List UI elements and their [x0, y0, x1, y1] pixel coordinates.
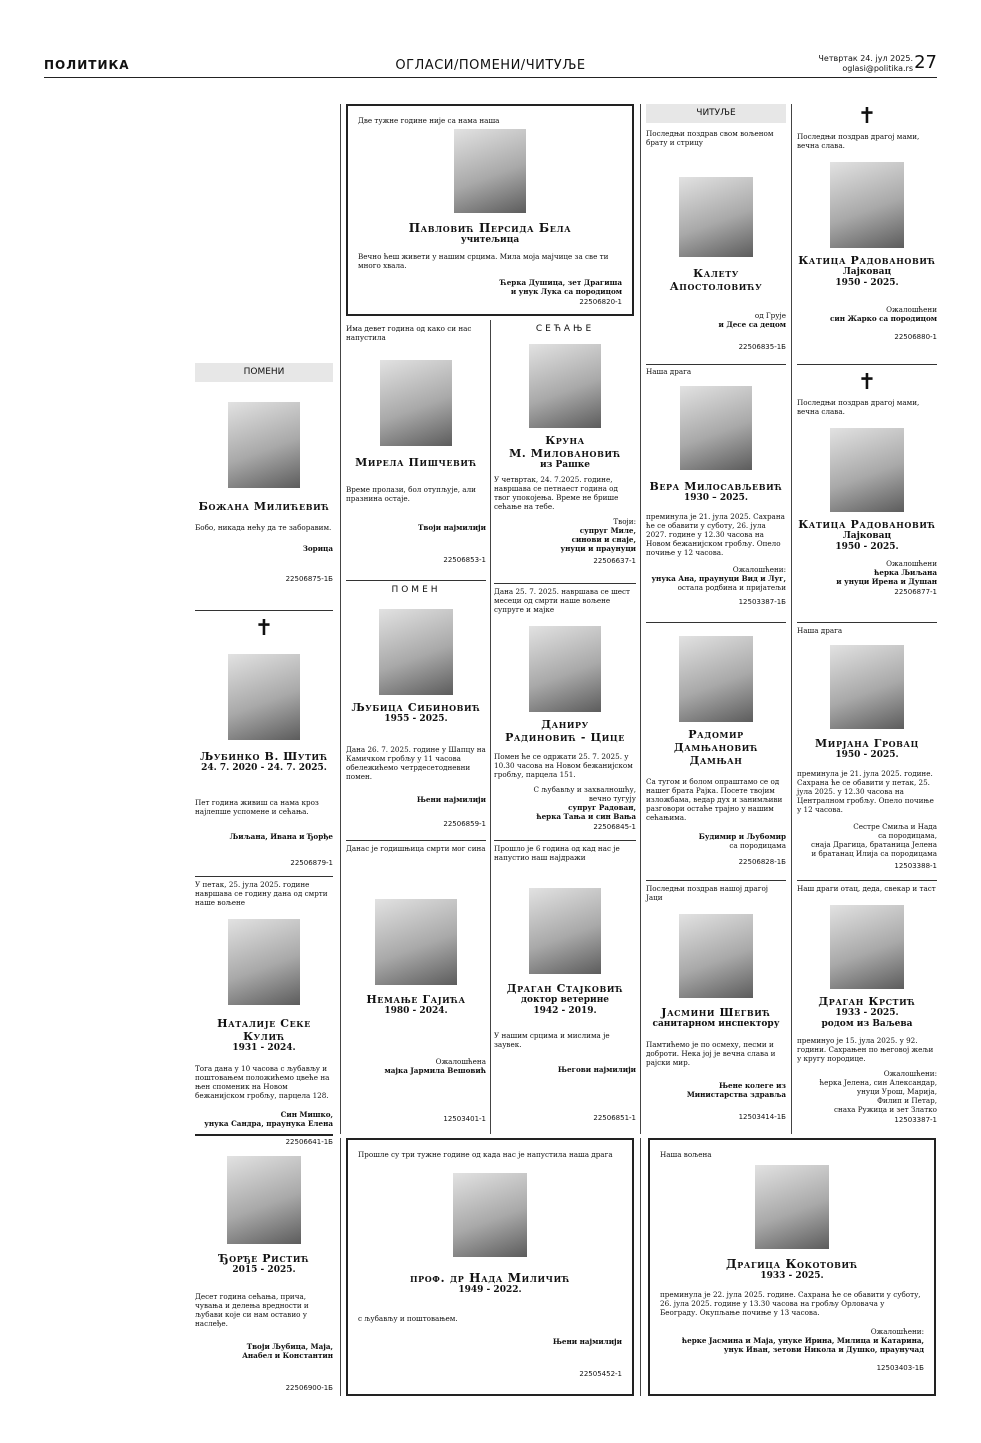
signature: Њене колеге из	[718, 1081, 786, 1090]
signature: Твоји најмилији	[418, 523, 486, 532]
portrait-photo	[529, 626, 601, 712]
deceased-name: Љубица Сибиновић	[351, 701, 481, 714]
ad-code: 22505452-1	[579, 1370, 622, 1378]
signature: и унуци Ирена и Душан	[836, 577, 937, 586]
signature: Твоји Љубица, Маја,	[246, 1342, 333, 1351]
life-dates: 24. 7. 2020 - 24. 7. 2025.	[201, 763, 327, 773]
signature: и унук Лука са породицом	[510, 287, 622, 296]
email-text[interactable]: oglasi@politika.rs	[842, 64, 913, 73]
ad-code: 22506859-1	[443, 820, 486, 828]
portrait-photo	[529, 344, 601, 428]
separator	[797, 622, 937, 623]
life-dates: 1930 – 2025.	[684, 493, 748, 503]
signature: унуци и праунуци	[560, 544, 636, 553]
life-dates: 1955 - 2025.	[384, 714, 448, 724]
signature: синови и снаје,	[571, 535, 636, 544]
column-divider	[640, 104, 641, 1134]
deceased-name: Јасмини Шегвић	[661, 1006, 771, 1019]
deceased-name: Љубинко В. Шутић	[200, 750, 328, 763]
notice-danira	[494, 587, 636, 831]
signature: Ожалошћени	[886, 305, 937, 314]
portrait-photo	[380, 360, 452, 446]
portrait-photo	[529, 888, 601, 974]
signature: супруг Радован,	[568, 803, 636, 812]
portrait-photo	[755, 1165, 829, 1249]
separator	[646, 622, 786, 623]
signature: Будимир и Љубомир	[698, 832, 786, 841]
notice-text: Време пролази, бол отупљује, али празнина остаје.	[346, 485, 476, 503]
separator	[646, 364, 786, 365]
intro-text: Дана 25. 7. 2025. навршава се шест месеци од смрти наше вољене супруге и мајке	[494, 587, 631, 614]
ad-code: 22506851-1	[593, 1114, 636, 1122]
deceased-name: Немање Гајића	[366, 993, 466, 1006]
ad-code: 22506853-1	[443, 556, 486, 564]
life-dates: 1950 - 2025.	[835, 278, 899, 288]
ad-code: 22506828-1Б	[738, 858, 786, 866]
deceased-nickname: Дамњан	[689, 754, 743, 767]
ad-code: 22506637-1	[593, 557, 636, 565]
portrait-photo	[680, 386, 752, 470]
ad-code: 22506875-1Б	[285, 575, 333, 583]
signature: и братанац Илија са породицама	[811, 849, 937, 858]
signature: остала родбина и пријатељи	[677, 583, 786, 592]
cross-icon: ✝	[254, 616, 274, 641]
signature: Ћерка Душица, зет Драгиша	[499, 278, 622, 287]
signature: Ожалошћени:	[870, 1327, 924, 1336]
ad-code: 22506845-1	[593, 823, 636, 831]
portrait-photo	[454, 129, 526, 213]
intro-text: Данас је годишњица смрти мог сина	[346, 844, 486, 853]
signature: вечно тугују	[588, 794, 636, 803]
separator	[797, 364, 937, 365]
deceased-name: Дамњановић	[673, 741, 759, 754]
deceased-name: Катица Радовановић	[798, 518, 936, 531]
signature: С љубављу и захвалношћу,	[533, 785, 636, 794]
signature: унуци Урош, Марија,	[856, 1087, 937, 1096]
notice-text: У нашим срцима и мислима је заувек.	[494, 1031, 610, 1049]
signature: унука Ана, праунуци Вид и Луг,	[651, 574, 786, 583]
portrait-photo	[679, 914, 753, 998]
intro-text: Последњи поздрав драгој мами, вечна слава.	[797, 398, 920, 416]
date-text: Четвртак 24. јул 2025.	[818, 54, 913, 63]
ad-code: 22506900-1Б	[285, 1384, 333, 1392]
notice-vera	[646, 367, 786, 606]
notice-text: Пет година живиш са нама кроз најлепше успомене и сећања.	[195, 798, 319, 816]
signature: Љиљана, Ивана и Ђорђе	[229, 832, 333, 841]
notice-katica-2	[797, 372, 937, 596]
intro-text: Последњи поздрав драгој мами, вечна слава.	[797, 132, 920, 150]
ad-code: 12503414-1Б	[738, 1113, 786, 1121]
intro-text: Прошло је 6 година од кад нас је напустио наш најдражи	[494, 844, 620, 862]
notice-text: Тога дана у 10 часова с љубављу и поштовањем положићемо цвеће на њен споменик на Новом бежанијском гробљу, парцела 128.	[195, 1064, 330, 1100]
notice-nada	[346, 1138, 634, 1396]
deceased-name: Ђорђе Ристић	[218, 1252, 310, 1265]
deceased-name: Круна	[545, 434, 585, 447]
deceased-name: Божана Милићевић	[198, 500, 330, 513]
separator	[494, 583, 636, 584]
section-title: ОГЛАСИ/ПОМЕНИ/ЧИТУЉЕ	[395, 58, 586, 73]
origin: родом из Ваљева	[821, 1019, 913, 1029]
signature: Зорица	[302, 544, 333, 553]
notice-natalija	[195, 880, 333, 1146]
signature: супруг Миле,	[579, 526, 636, 535]
maiden-name: Лајковац	[842, 531, 892, 541]
signature: ћерка Јелена, син Александар,	[819, 1078, 937, 1087]
separator	[797, 880, 937, 881]
signature: син Жарко са породицом	[830, 314, 937, 323]
signature: Његови најмилији	[557, 1065, 636, 1074]
column-divider	[340, 104, 341, 1134]
intro-text: Наша вољена	[660, 1150, 712, 1159]
life-dates: 1980 - 2024.	[384, 1006, 448, 1016]
deceased-name: Мирјана Гровац	[815, 737, 919, 750]
deceased-name: Катица Радовановић	[798, 254, 936, 267]
issue-date	[818, 54, 913, 74]
deceased-name: Наталије Секе Кулић	[217, 1017, 311, 1043]
ad-code: 12503401-1	[443, 1115, 486, 1123]
notice-text: Са тугом и болом опраштамо се од нашег брата Рајка. Посете твојим изложбама, ведар дух и занимљиви разговори остаће трајно у нашим сећањима.	[646, 777, 783, 822]
ad-code: 12503388-1	[894, 862, 937, 870]
portrait-photo	[228, 402, 300, 488]
notice-nemanja	[346, 844, 486, 1123]
intro-text: Последњи поздрав нашој драгој Јаци	[646, 884, 769, 902]
notice-text: Бобо, никада нећу да те заборавим.	[195, 523, 332, 532]
signature: ћерка Тања и син Вања	[536, 812, 636, 821]
signature: Анабел и Константин	[242, 1351, 333, 1360]
notice-text: Десет година сећања, прича, чувања и делења вредности и љубави које си нам оставио у наслеђе.	[195, 1292, 309, 1328]
life-dates: 1931 - 2024.	[232, 1043, 296, 1053]
notice-bozana	[195, 390, 333, 583]
citulje-header: ЧИТУЉЕ	[646, 104, 786, 123]
notice-text: Вечно ћеш живети у нашим срцима. Мила моја мајчице за све ти много хвала.	[358, 252, 609, 270]
life-dates: 1950 - 2025.	[835, 750, 899, 760]
separator	[346, 580, 486, 581]
deceased-name: Мирела Пишчевић	[355, 456, 477, 469]
signature: са породицама,	[878, 831, 937, 840]
column-divider	[640, 1138, 641, 1396]
column-divider	[340, 1138, 341, 1396]
deceased-name: М. Миловановић	[509, 447, 621, 460]
separator	[195, 610, 333, 611]
signature: снаха Ружица и зет Златко	[833, 1105, 937, 1114]
signature: мајка Јармила Вешовић	[384, 1066, 486, 1075]
cross-icon: ✝	[857, 370, 877, 395]
ad-code: 22506879-1	[290, 859, 333, 867]
life-dates: 1942 - 2019.	[533, 1006, 597, 1016]
intro-text: Последњи поздрав свом вољеном брату и стрицу	[646, 129, 774, 147]
deceased-name: Калету Апостоловићу	[669, 267, 763, 293]
portrait-photo	[830, 645, 904, 729]
life-dates: 2015 - 2025.	[232, 1265, 296, 1275]
intro-text: Наша драга	[646, 367, 692, 376]
signature: снаја Драгица, братаница Јелена	[811, 840, 937, 849]
deceased-name: Драгица Кокотовић	[726, 1257, 858, 1271]
notice-ljubinko	[195, 618, 333, 867]
portrait-photo	[227, 1156, 301, 1244]
signature: Ожалошћени:	[732, 565, 786, 574]
notice-text: Памтићемо је по осмеху, песми и доброти. Нека јој је вечна слава и рајски мир.	[646, 1040, 776, 1067]
separator	[195, 1134, 333, 1136]
notice-djordje	[195, 1142, 333, 1392]
notice-radomir	[646, 626, 786, 866]
ad-code: 22506880-1	[894, 333, 937, 341]
ad-code: 22506820-1	[579, 298, 622, 306]
signature: са породицама	[729, 841, 786, 850]
intro-text: Има девет година од како си нас напустила	[346, 324, 472, 342]
portrait-photo	[375, 899, 457, 985]
notice-mirela	[346, 324, 486, 564]
secanje-label: СЕЋАЊЕ	[535, 324, 595, 334]
separator	[494, 840, 636, 841]
intro-text: У петак, 25. јула 2025. године навршава се годину дана од смрти наше вољене	[195, 880, 328, 907]
pomeni-header: ПОМЕНИ	[195, 363, 333, 382]
life-dates: 1949 - 2022.	[458, 1285, 522, 1295]
deceased-name: Драган Крстић	[818, 995, 916, 1008]
signature: Син Мишко,	[280, 1110, 333, 1119]
signature: Министарства здравља	[686, 1090, 786, 1099]
ad-code: 12503387-1Б	[738, 598, 786, 606]
portrait-photo	[830, 162, 904, 248]
page-number: 27	[914, 52, 937, 73]
signature: Ожалошћена	[435, 1057, 486, 1066]
notice-text: преминула је 21. јула 2025. Сахрана ће се обавити у суботу, 26. јула 2027. године у 12.30 часова на Новом бежанијском гробљу. Опело почиње у 12 часова.	[646, 512, 785, 557]
newspaper-logo: ПОЛИТИКА	[44, 58, 130, 72]
profession: учитељица	[460, 235, 520, 245]
signature: ћерка Љиљана	[874, 568, 937, 577]
ad-code: 22506641-1Б	[285, 1138, 333, 1146]
signature: Ожалошћени	[886, 559, 937, 568]
life-dates: 1933 - 2025.	[835, 1008, 899, 1018]
deceased-name: Даниру	[541, 718, 589, 731]
intro-text: Наша драга	[797, 626, 843, 635]
ad-code: 22506877-1	[894, 588, 937, 596]
signature: унук Иван, зетови Никола и Душко, праунучад	[723, 1345, 924, 1354]
notice-dragan-krstic	[797, 884, 937, 1124]
portrait-photo	[379, 609, 453, 695]
origin: из Рашке	[539, 460, 591, 470]
signature: Филип и Петар,	[877, 1096, 937, 1105]
notice-text: преминула је 21. јула 2025. године. Сахрана ће се обавити у петак, 25. јула 2025. у 12.30 часова на Централном гробљу. Опело почиње у 12 часова.	[797, 769, 934, 814]
column-divider	[490, 320, 491, 1134]
signature: Ожалошћени:	[883, 1069, 937, 1078]
deceased-name: Драган Стајковић	[506, 982, 624, 995]
notice-text: У четвртак, 24. 7.2025. године, навршава се петнаест година од твог упокојења. Време не брише сећање на тебе.	[494, 475, 619, 511]
signature: Сестре Смиља и Нада	[853, 822, 937, 831]
notice-mirjana	[797, 626, 937, 870]
notice-text: с љубављу и поштовањем.	[358, 1314, 458, 1323]
notice-text: Дана 26. 7. 2025. године у Шапцу на Камичком гробљу у 11 часова обележићемо четрдесетодневни помен.	[346, 745, 486, 781]
deceased-name: Вера Милосављевић	[649, 480, 783, 493]
cross-icon: ✝	[857, 104, 877, 129]
header-rule	[44, 77, 937, 78]
portrait-photo	[228, 919, 300, 1005]
signature: Њени најмилији	[552, 1337, 622, 1346]
pomen-label: ПОМЕН	[391, 585, 441, 595]
portrait-photo	[830, 428, 904, 512]
separator	[646, 880, 786, 881]
signature: ћерке Јасмина и Маја, унуке Ирина, Милица и Катарина,	[681, 1336, 924, 1345]
ad-code: 22506835-1Б	[738, 343, 786, 351]
profession: санитарном инспектору	[652, 1019, 780, 1029]
column-divider	[791, 104, 792, 1134]
deceased-name: Павловић Персида Бела	[408, 221, 572, 235]
signature: унука Сандра, праунука Елена	[204, 1119, 333, 1128]
signature: Твоји:	[613, 517, 636, 526]
life-dates: 1950 - 2025.	[835, 542, 899, 552]
portrait-photo	[679, 177, 753, 257]
notice-jasmina	[646, 884, 786, 1121]
portrait-photo	[830, 905, 904, 989]
profession: доктор ветерине	[520, 995, 610, 1005]
portrait-photo	[453, 1173, 527, 1257]
notice-text: преминула је 22. јула 2025. године. Сахрана ће се обавити у суботу, 26. јула 2025. године у 13.30 часова на гробљу Орловача у Београду. Окупљање почиње у 13 часова.	[660, 1290, 921, 1317]
portrait-photo	[679, 636, 753, 722]
signature: Њени најмилији	[416, 795, 486, 804]
ad-code: 12503403-1Б	[876, 1364, 924, 1372]
notice-dragan-stajkovic	[494, 844, 636, 1122]
maiden-name: Лајковац	[842, 267, 892, 277]
notice-kruna	[494, 324, 636, 565]
signature: и Десе са децом	[718, 320, 786, 329]
deceased-name: Радиновић - Цице	[505, 731, 625, 744]
notice-katica-1	[797, 106, 937, 341]
intro-text: Две тужне године није са нама наша	[358, 116, 500, 125]
deceased-name: проф. др Нада Миличић	[409, 1271, 571, 1285]
intro-text: Прошле су три тужне године од када нас је напустила наша драга	[358, 1150, 613, 1159]
life-dates: 1933 - 2025.	[760, 1271, 824, 1281]
ad-code: 12503387-1	[894, 1116, 937, 1124]
separator	[195, 876, 333, 877]
notice-text: преминуо је 15. јула 2025. у 92. години. Сахрањен по његовој жељи у кругу породице.	[797, 1036, 934, 1063]
notice-kaletu	[646, 129, 786, 351]
notice-text: Помен ће се одржати 25. 7. 2025. у 10.30 часова на Новом бежанијском гробљу, парцела 151.	[494, 752, 633, 779]
notice-dragica	[648, 1138, 936, 1396]
deceased-name: Радомир	[688, 728, 744, 741]
signature: од Грује	[754, 311, 786, 320]
notice-ljubica	[346, 585, 486, 828]
portrait-photo	[228, 654, 300, 740]
notice-persida	[346, 104, 634, 316]
separator	[346, 840, 486, 841]
intro-text: Наш драги отац, деда, свекар и таст	[797, 884, 936, 893]
